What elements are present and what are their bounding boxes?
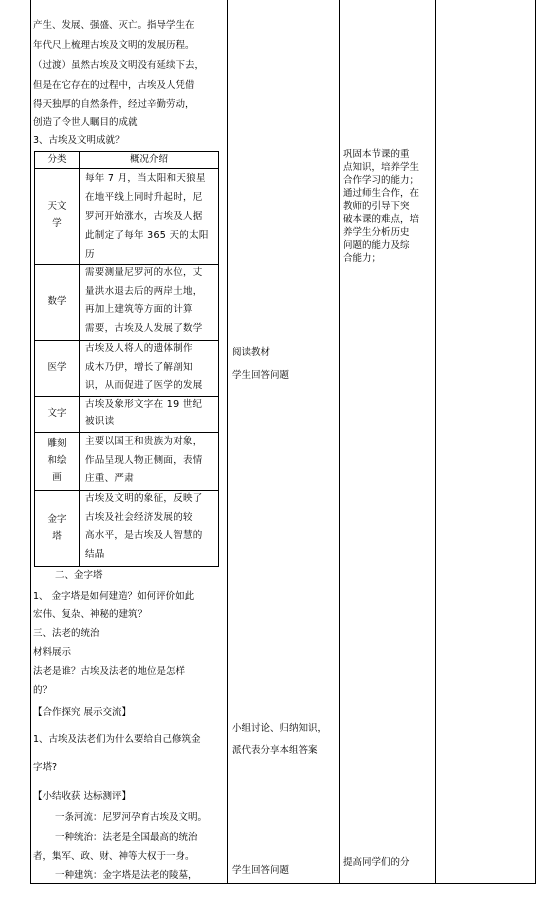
intent-line: 教师的引导下突 — [343, 201, 410, 212]
activity-read: 阅读教材 — [232, 347, 271, 358]
inner-table-line — [34, 566, 219, 567]
inner-table-line — [79, 151, 80, 567]
column-divider-1 — [227, 0, 228, 884]
question-line: 的？ — [33, 685, 53, 696]
mathematics-description: 需要测量尼罗河的水位，丈 量洪水退去后的两岸土地， 再加上建筑等方面的计算 需要，古埃及人发展了数学 — [85, 267, 203, 334]
content-line: 年代尺上梳理古埃及文明的发展历程。 — [33, 40, 195, 51]
category-pyramid: 金字 塔 — [47, 514, 67, 542]
inner-table-line — [34, 340, 219, 341]
intent-line: 合能力； — [343, 253, 382, 264]
intent-line: 通过师生合作，在 — [343, 188, 420, 199]
intent-line: 合作学习的能力； — [343, 175, 420, 186]
column-divider-2 — [339, 0, 340, 884]
section-heading-pharaoh: 三、法老的统治 — [33, 628, 100, 639]
medicine-description: 古埃及人将人的遗体制作 成木乃伊，增长了解剖知 识，从而促进了医学的发展 — [85, 343, 203, 391]
summary-line: 者，集军、政、财、神等大权于一身。 — [33, 851, 195, 862]
material-label: 材料展示 — [33, 647, 72, 658]
question-line: 宏伟、复杂、神秘的建筑？ — [33, 609, 148, 620]
activity-heading: 【合作探究 展示交流】 — [33, 707, 132, 718]
table-border-right — [535, 0, 536, 884]
inner-table-line — [34, 168, 219, 169]
activity-group: 小组讨论、归纳知识， — [232, 723, 328, 734]
category-astronomy: 天文 学 — [47, 201, 67, 229]
category-medicine: 医学 — [47, 362, 67, 373]
inner-table-line — [34, 432, 219, 433]
summary-line: 一条河流：尼罗河孕育古埃及文明。 — [55, 812, 208, 823]
pyramid-description: 古埃及文明的象征，反映了 古埃及社会经济发展的较 高水平，是古埃及人智慧的 结晶 — [85, 493, 203, 560]
content-line: 得天独厚的自然条件，经过辛勤劳动， — [33, 99, 195, 110]
summary-line: 一种建筑：金字塔是法老的陵墓， — [55, 870, 198, 881]
content-line: 但是在它存在的过程中，古埃及人凭借 — [33, 80, 195, 91]
category-writing: 文字 — [47, 408, 67, 419]
table-border-left — [30, 0, 31, 884]
inner-table-line — [218, 151, 219, 567]
intent-line: 养学生分析历史 — [343, 227, 410, 238]
activity-group: 派代表分享本组答案 — [232, 745, 318, 756]
intent-line: 巩固本节课的重 — [343, 149, 410, 160]
writing-description: 古埃及象形文字在 19 世纪 被识读 — [85, 399, 203, 427]
intent-line: 点知识，培养学生 — [343, 162, 420, 173]
activity-answer: 学生回答问题 — [232, 370, 290, 381]
section-question: 3、古埃及文明成就？ — [33, 135, 125, 146]
column-divider-3 — [435, 0, 436, 884]
category-mathematics: 数学 — [47, 296, 67, 307]
table-border-bottom — [30, 883, 536, 884]
category-sculpture-painting: 雕刻 和绘 画 — [47, 438, 67, 483]
content-line: （过渡）虽然古埃及文明没有延续下去， — [33, 60, 205, 71]
summary-heading: 【小结收获 达标测评】 — [33, 791, 132, 802]
summary-line: 一种统治：法老是全国最高的统治 — [55, 832, 198, 843]
content-line: 创造了令世人瞩目的成就 — [33, 117, 138, 128]
content-line: 产生、发展、强盛、灭亡。指导学生在 — [33, 20, 195, 31]
astronomy-description: 每年 7 月，当太阳和天狼星 在地平线上同时升起时，尼 罗河开始涨水，古埃及人据 此制定了每年 365 天的太阳 历 — [85, 173, 209, 260]
sculpture-description: 主要以国王和贵族为对象， 作品呈现人物正侧面，表情 庄重、严肃 — [85, 436, 203, 484]
question-line: 1、古埃及法老们为什么要给自己修筑金 — [33, 734, 201, 745]
table-header-description: 概况介绍 — [129, 154, 168, 165]
activity-answer: 学生回答问题 — [232, 865, 290, 876]
question-line: 法老是谁？古埃及法老的地位是怎样 — [33, 666, 186, 677]
intent-line: 破本课的难点，培 — [343, 214, 420, 225]
table-header-category: 分类 — [47, 154, 67, 165]
section-heading-pyramid: 二、金字塔 — [55, 570, 103, 581]
intent-line: 提高同学们的分 — [343, 857, 410, 868]
intent-line: 问题的能力及综 — [343, 240, 410, 251]
question-line: 字塔? — [33, 762, 58, 773]
question-line: 1、 金字塔是如何建造？如何评价如此 — [33, 591, 195, 602]
